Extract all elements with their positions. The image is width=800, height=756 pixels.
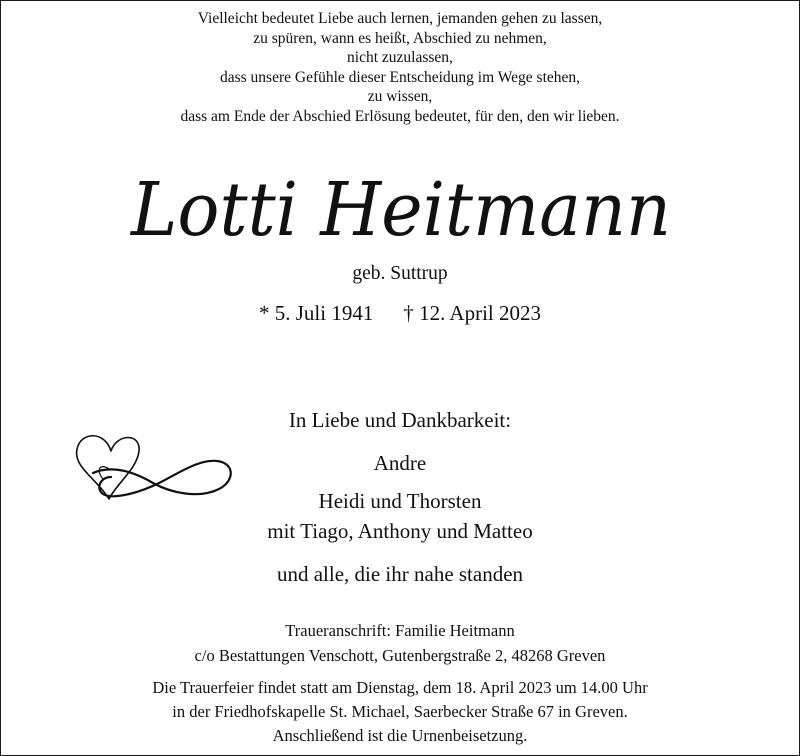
poem-line: dass unsere Gefühle dieser Entscheidung im Wege stehen, [219, 68, 581, 86]
urn-burial-note: Anschließend ist die Urnenbeisetzung. [272, 726, 528, 745]
ceremony-location: in der Friedhofskapelle St. Michael, Saerbecker Straße 67 in Greven. [172, 702, 628, 721]
mourner-line: mit Tiago, Anthony und Matteo [267, 519, 533, 543]
ceremony-info: Die Trauerfeier findet statt am Dienstag, dem 18. April 2023 um 14.00 Uhr [152, 678, 648, 697]
mourning-address: Traueranschrift: Familie Heitmann [285, 621, 515, 640]
poem [1, 9, 799, 126]
deceased-name [121, 159, 681, 259]
mourners-intro: In Liebe und Dankbarkeit: [288, 408, 512, 432]
poem-line: dass am Ende der Abschied Erlösung bedeutet, für den, den wir lieben. [180, 107, 620, 125]
mourner-line: Andre [373, 451, 427, 475]
death-date: † 12. April 2023 [403, 301, 541, 325]
poem-line: zu spüren, wann es heißt, Abschied zu nehmen, [253, 29, 547, 47]
mourner-line: und alle, die ihr nahe standen [276, 562, 524, 586]
mourner-line: Heidi und Thorsten [318, 489, 482, 513]
poem-line: zu wissen, [367, 88, 433, 105]
deceased-name-text: Lotti Heitmann [129, 167, 671, 253]
birth-date: * 5. Juli 1941 [258, 301, 374, 325]
funeral-home-address: c/o Bestattungen Venschott, Gutenbergstraße 2, 48268 Greven [194, 646, 606, 665]
poem-line: nicht zuzulassen, [347, 49, 453, 66]
life-dates [1, 301, 799, 326]
poem-line: Vielleicht bedeutet Liebe auch lernen, jemanden gehen zu lassen, [197, 10, 603, 27]
maiden-name: geb. Suttrup [352, 263, 448, 284]
